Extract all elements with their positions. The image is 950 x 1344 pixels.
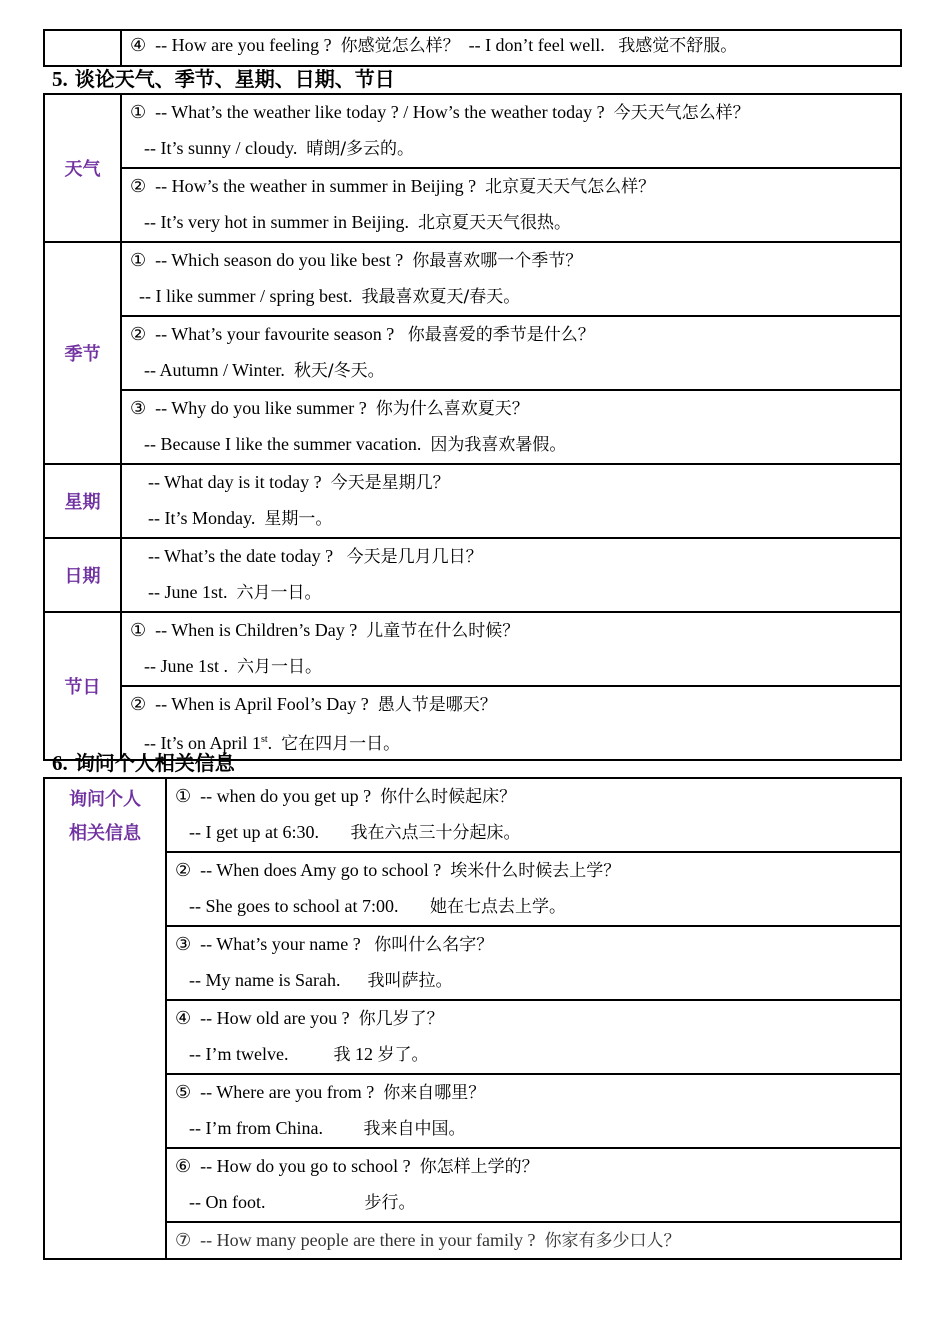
question-line — [167, 1075, 900, 1111]
answer-zh: 我最喜欢夏天/春天。 — [361, 287, 521, 307]
answer-line — [122, 649, 900, 685]
qa-cell — [121, 538, 901, 612]
section-number: 6. — [52, 751, 68, 775]
question-line — [122, 687, 900, 723]
top-continuation-table — [43, 29, 902, 67]
answer-line — [167, 963, 900, 999]
question-zh: 你来自哪里？ — [383, 1083, 486, 1103]
question-line — [122, 539, 900, 575]
answer-line — [122, 205, 900, 241]
answer-en: -- She goes to school at 7:00. — [189, 896, 399, 916]
question-line — [122, 243, 900, 279]
question-en: -- What’s your name ? — [200, 934, 361, 954]
answer-line — [122, 131, 900, 167]
question-en: -- What’s the weather like today ? / How’s the weather today ? — [155, 102, 605, 122]
answer-line — [122, 427, 900, 463]
question-zh: 你什么时候起床？ — [380, 787, 517, 807]
answer-en: -- It’s Monday. — [148, 508, 256, 528]
qa-cell — [121, 30, 901, 66]
item-number: ② — [130, 176, 147, 197]
category-weekday: 星期 — [44, 464, 121, 538]
qa-cell — [166, 778, 901, 852]
item-number: ① — [175, 786, 192, 807]
question-en: -- How are you feeling ? — [155, 35, 332, 55]
qa-cell — [121, 168, 901, 242]
answer-en: -- It’s on April 1 — [144, 733, 261, 753]
answer-en: -- On foot. — [189, 1192, 266, 1212]
question-zh: 你为什么喜欢夏天？ — [375, 399, 529, 419]
question-zh: 你最喜爱的季节是什么？ — [407, 325, 595, 345]
question-en: -- What’s your favourite season ? — [155, 324, 395, 344]
item-number: ② — [175, 860, 192, 881]
answer-zh: 秋天/冬天。 — [293, 361, 385, 381]
category-season: 季节 — [44, 242, 121, 464]
qa-cell — [121, 94, 901, 168]
answer-en-period: . — [267, 733, 273, 753]
answer-line — [167, 815, 900, 851]
section-title — [52, 66, 395, 92]
answer-zh: 星期一。 — [264, 509, 333, 529]
item-number: ④ — [175, 1008, 192, 1029]
question-line — [167, 1223, 900, 1258]
section-title — [52, 750, 235, 776]
question-en: -- How do you go to school ? — [200, 1156, 411, 1176]
question-zh: 你家有多少口人？ — [544, 1231, 681, 1251]
answer-zh: 我 — [333, 1045, 351, 1065]
answer-line — [167, 1037, 900, 1073]
item-number: ① — [130, 250, 147, 271]
qa-cell — [166, 1000, 901, 1074]
item-number: ③ — [175, 934, 192, 955]
question-en: -- How many people are there in your family ? — [200, 1230, 536, 1250]
qa-cell — [166, 1222, 901, 1259]
qa-line — [122, 31, 900, 65]
answer-zh: 我来自中国。 — [363, 1119, 466, 1139]
item-number: ⑥ — [175, 1156, 192, 1177]
category-weather: 天气 — [44, 94, 121, 242]
question-en: -- When is April Fool’s Day ? — [155, 694, 369, 714]
question-line — [122, 95, 900, 131]
answer-line — [122, 501, 900, 537]
question-en: -- What day is it today ? — [148, 472, 322, 492]
answer-zh: 六月一日。 — [236, 583, 322, 603]
question-en: -- When is Children’s Day ? — [155, 620, 358, 640]
answer-en: -- Because I like the summer vacation. — [144, 434, 422, 454]
empty-category-cell — [44, 30, 121, 66]
qa-cell — [166, 926, 901, 1000]
question-line — [122, 613, 900, 649]
answer-line — [122, 575, 900, 611]
category-line: 询问个人 — [69, 789, 141, 810]
ordinal-superscript: st — [261, 734, 268, 745]
question-zh: 儿童节在什么时候？ — [366, 621, 520, 641]
question-zh: 今天天气怎么样？ — [613, 103, 750, 123]
qa-cell — [121, 390, 901, 464]
answer-zh: 六月一日。 — [237, 657, 322, 677]
question-zh: 你感觉怎么样？ — [340, 36, 460, 56]
question-zh: 愚人节是哪天？ — [377, 695, 497, 715]
qa-cell — [121, 464, 901, 538]
item-number: ⑤ — [175, 1082, 192, 1103]
answer-zh: 晴朗/多云的。 — [306, 139, 415, 159]
question-zh: 你几岁了？ — [358, 1009, 444, 1029]
answer-number: 12 — [354, 1044, 373, 1064]
answer-zh: 我叫萨拉。 — [367, 971, 453, 991]
answer-en: -- I’m from China. — [189, 1118, 323, 1138]
question-zh: 今天是星期几？ — [330, 473, 450, 493]
answer-line — [167, 889, 900, 925]
question-line — [122, 169, 900, 205]
answer-line — [167, 1111, 900, 1147]
item-number: ① — [130, 102, 147, 123]
answer-zh: 北京夏天天气很热。 — [417, 213, 571, 233]
item-number: ⑦ — [175, 1230, 192, 1251]
answer-en: -- June 1st. — [148, 582, 228, 602]
answer-en: -- I don’t feel well. — [468, 35, 605, 55]
category-personal-info — [44, 778, 166, 1259]
answer-en: -- I like summer / spring best. — [139, 286, 353, 306]
section5-table — [43, 93, 902, 761]
item-number: ① — [130, 620, 147, 641]
question-line — [167, 779, 900, 815]
question-en: -- Why do you like summer ? — [155, 398, 367, 418]
qa-cell — [121, 612, 901, 686]
question-en: -- How’s the weather in summer in Beijing ? — [155, 176, 477, 196]
answer-line — [122, 279, 900, 315]
item-number: ④ — [130, 35, 147, 56]
qa-cell — [121, 242, 901, 316]
question-zh: 埃米什么时候去上学？ — [450, 861, 621, 881]
question-en: -- What’s the date today ? — [148, 546, 334, 566]
answer-zh: 因为我喜欢暑假。 — [430, 435, 567, 455]
section6-table — [43, 777, 902, 1260]
question-line — [167, 1149, 900, 1185]
answer-zh: 我在六点三十分起床。 — [350, 823, 521, 843]
question-en: -- when do you get up ? — [200, 786, 372, 806]
section-number: 5. — [52, 67, 68, 91]
answer-en: -- It’s very hot in summer in Beijing. — [144, 212, 409, 232]
question-zh: 北京夏天天气怎么样？ — [485, 177, 656, 197]
qa-cell — [166, 852, 901, 926]
section-title-text: 询问个人相关信息 — [74, 751, 235, 775]
answer-zh: 步行。 — [364, 1193, 416, 1213]
item-number: ② — [130, 694, 147, 715]
question-zh: 你最喜欢哪一个季节？ — [412, 251, 583, 271]
category-line: 相关信息 — [69, 823, 141, 844]
answer-line — [122, 723, 900, 759]
qa-cell — [166, 1074, 901, 1148]
question-line — [122, 317, 900, 353]
answer-line — [167, 1185, 900, 1221]
question-en: -- Where are you from ? — [200, 1082, 375, 1102]
qa-cell — [166, 1148, 901, 1222]
qa-cell — [121, 316, 901, 390]
answer-en: -- June 1st . — [144, 656, 228, 676]
answer-en: -- I get up at 6:30. — [189, 822, 319, 842]
question-en: -- Which season do you like best ? — [155, 250, 404, 270]
question-line — [122, 465, 900, 501]
item-number: ② — [130, 324, 147, 345]
answer-zh: 岁了。 — [377, 1045, 429, 1065]
item-number: ③ — [130, 398, 147, 419]
question-en: -- When does Amy go to school ? — [200, 860, 442, 880]
answer-line — [122, 353, 900, 389]
question-zh: 今天是几月几日？ — [346, 547, 483, 567]
category-date: 日期 — [44, 538, 121, 612]
answer-en: -- Autumn / Winter. — [144, 360, 285, 380]
question-line — [122, 391, 900, 427]
question-zh: 你叫什么名字？ — [374, 935, 494, 955]
question-en: -- How old are you ? — [200, 1008, 350, 1028]
answer-zh: 它在四月一日。 — [281, 734, 401, 754]
question-line — [167, 853, 900, 889]
question-line — [167, 1001, 900, 1037]
answer-en: -- I’m twelve. — [189, 1044, 289, 1064]
answer-zh: 我感觉不舒服。 — [618, 36, 738, 56]
answer-en: -- It’s sunny / cloudy. — [144, 138, 298, 158]
qa-cell — [121, 686, 901, 760]
section-title-text: 谈论天气、季节、星期、日期、节日 — [74, 67, 395, 91]
answer-zh: 她在七点去上学。 — [429, 897, 566, 917]
question-zh: 你怎样上学的？ — [419, 1157, 539, 1177]
answer-en: -- My name is Sarah. — [189, 970, 341, 990]
question-line — [167, 927, 900, 963]
category-festival: 节日 — [44, 612, 121, 760]
